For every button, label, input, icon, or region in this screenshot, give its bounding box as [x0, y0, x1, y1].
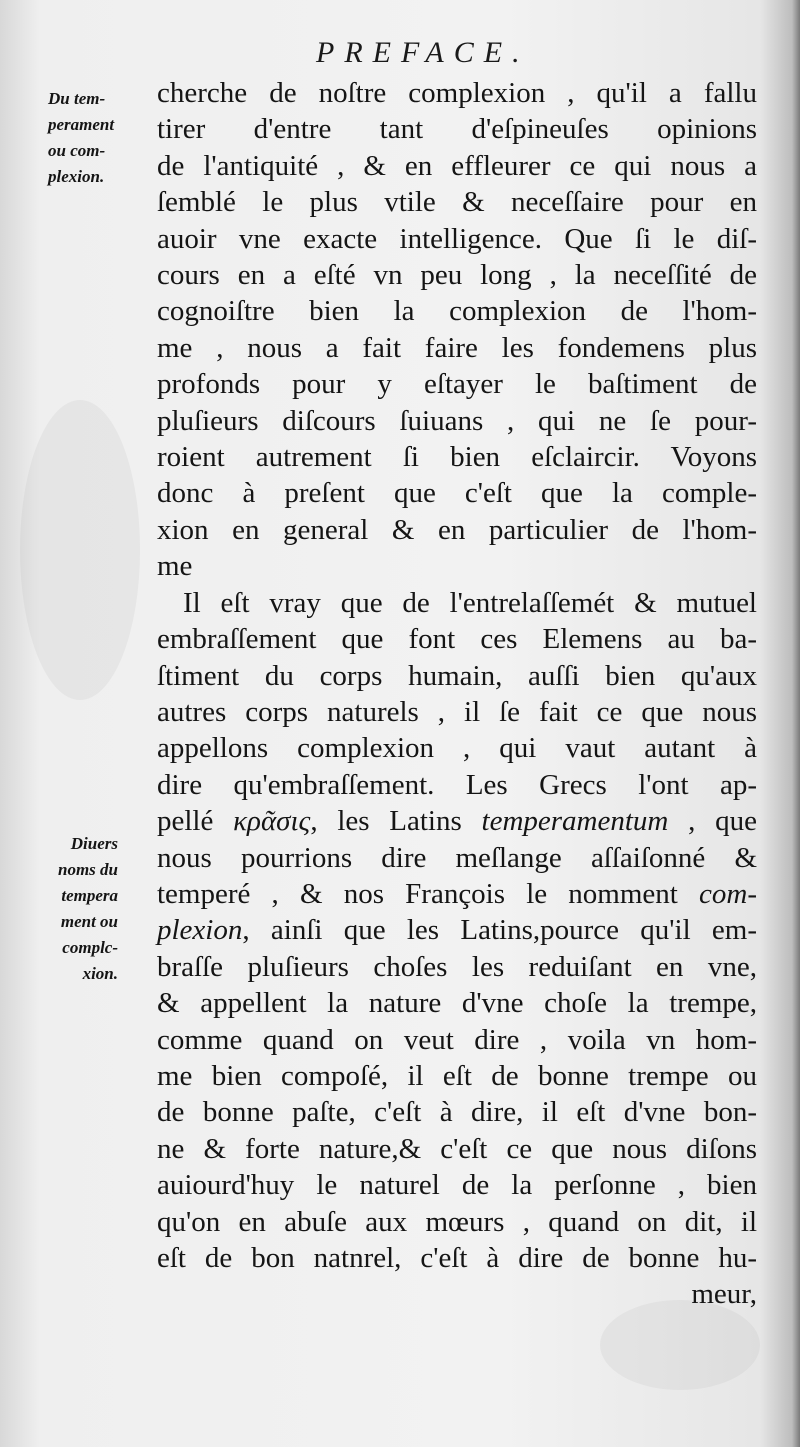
text-line: embraſſement que font ces Elemens au ba-	[157, 623, 757, 656]
italic-term: plexion	[157, 914, 243, 947]
margin-note-line: ment ou	[60, 912, 118, 931]
text-line: meur,	[691, 1278, 757, 1311]
margin-note-line: complc-	[62, 938, 118, 957]
running-header: PREFACE.	[316, 36, 530, 69]
text-line: nous pourrions dire meſlange aſſaiſonné &	[157, 841, 757, 874]
text-line: appellons complexion , qui vaut autant à	[157, 732, 757, 765]
text-line: braſſe pluſieurs choſes les reduiſant en vne,	[157, 950, 757, 983]
text-line: cherche de noſtre complexion , qu'il a fallu	[157, 77, 757, 109]
margin-note-temperament	[48, 86, 114, 190]
margin-note-line: plexion.	[48, 167, 105, 186]
text-line: autres corps naturels , il ſe fait ce que nous	[157, 695, 757, 728]
text-line: auoir vne exacte intelligence. Que ſi le diſ-	[157, 222, 757, 255]
text-line: donc à preſent que c'eſt que la comple-	[157, 477, 757, 510]
text-line: ne & forte nature,& c'eſt ce que nous diſons	[157, 1132, 757, 1165]
body-text	[157, 75, 757, 1313]
italic-term: κρᾶσις	[233, 805, 311, 838]
text-line: cognoiſtre bien la complexion de l'hom-	[157, 295, 757, 328]
text-line: me	[157, 550, 193, 583]
margin-note-line: Diuers	[70, 834, 118, 853]
text-line: auiourd'huy le naturel de la perſonne , bien	[157, 1169, 757, 1202]
text-line: qu'on en abuſe aux mœurs , quand on dit, il	[157, 1205, 757, 1238]
margin-note-line: tempera	[61, 886, 118, 905]
text-line: Il eſt vray que de l'entrelaſſemét & mutuel	[183, 586, 757, 619]
italic-term: temperamentum	[481, 805, 669, 838]
text-line: ſtiment du corps humain, auſſi bien qu'aux	[157, 659, 757, 692]
margin-note-line: perament	[48, 115, 115, 134]
margin-note-line: xion.	[82, 964, 118, 983]
margin-note-line: noms du	[58, 860, 118, 879]
text-line: xion en general & en particulier de l'hom-	[157, 513, 757, 546]
text-line: de bonne paſte, c'eſt à dire, il eſt d'vne bon-	[157, 1096, 757, 1129]
text-line: pluſieurs diſcours ſuiuans , qui ne ſe pour-	[157, 404, 757, 437]
text-line: eſt de bon natnrel, c'eſt à dire de bonne hu-	[157, 1242, 757, 1274]
paper-stain	[600, 1300, 760, 1390]
text-line: ſemblé le plus vtile & neceſſaire pour en	[157, 186, 757, 219]
text-line: roient autrement ſi bien eſclaircir. Voyons	[157, 441, 757, 474]
text-line: temperé , & nos François le nomment com-	[157, 877, 757, 910]
text-line: & appellent la nature d'vne choſe la trempe,	[157, 987, 757, 1020]
text-line: me bien compoſé, il eſt de bonne trempe ou	[157, 1059, 757, 1092]
text-line: tirer d'entre tant d'eſpineuſes opinions	[157, 113, 757, 146]
margin-note-line: ou com-	[48, 141, 106, 160]
margin-note-line: Du tem-	[48, 89, 106, 108]
paper-stain	[20, 400, 140, 700]
text-line: profonds pour y eſtayer le baſtiment de	[157, 368, 757, 401]
text-line: cours en a eſté vn peu long , la neceſſité de	[157, 259, 757, 292]
margin-note-names	[58, 831, 118, 987]
text-line: pellé κρᾶσις, les Latins temperamentum , que	[157, 805, 758, 838]
text-line: de l'antiquité , & en effleurer ce qui nous a	[157, 149, 757, 182]
text-line: me , nous a fait faire les fondemens plus	[157, 331, 757, 364]
text-line: comme quand on veut dire , voila vn hom-	[157, 1023, 757, 1056]
text-line: dire qu'embraſſement. Les Grecs l'ont ap-	[157, 768, 757, 801]
italic-term: com-	[699, 877, 757, 910]
text-line: plexion, ainſi que les Latins,pource qu'il em-	[157, 914, 757, 947]
